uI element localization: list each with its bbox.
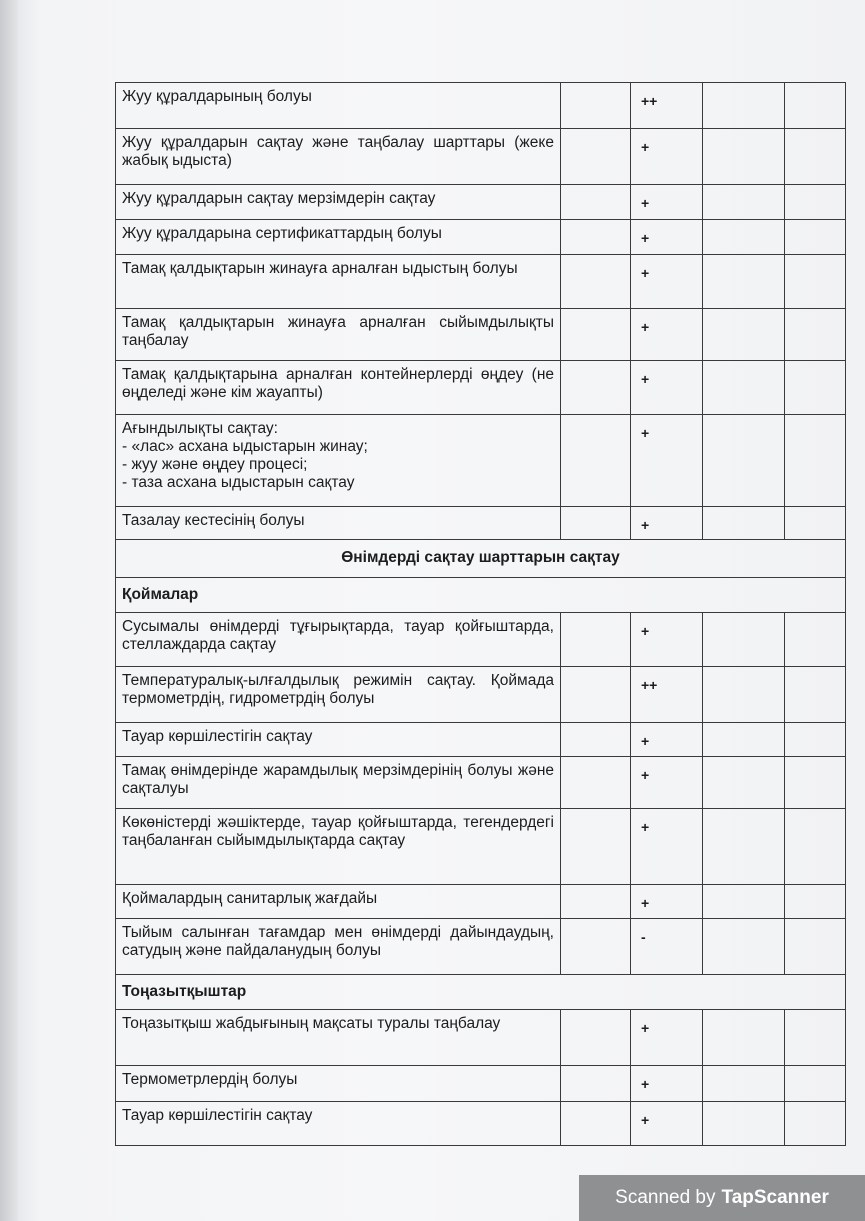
- empty-cell: [703, 667, 785, 723]
- criterion-cell: [116, 309, 561, 361]
- table-row: [116, 723, 846, 757]
- mark-cell: +: [631, 809, 703, 885]
- empty-cell: [561, 185, 631, 220]
- empty-cell: [561, 361, 631, 415]
- empty-cell: [785, 757, 846, 809]
- criterion-text: Тамақ қалдықтарына арналған контейнерлерді өңдеу (не өңделеді және кім жауапты): [122, 366, 554, 401]
- table-row: [116, 1066, 846, 1102]
- empty-cell: [561, 507, 631, 540]
- mark-cell: ++: [631, 83, 703, 129]
- empty-cell: [785, 885, 846, 919]
- table-row: [116, 415, 846, 507]
- mark-cell: +: [631, 885, 703, 919]
- empty-cell: [561, 309, 631, 361]
- criterion-text: Термометрлердің болуы: [122, 1071, 298, 1088]
- empty-cell: [785, 309, 846, 361]
- empty-cell: [703, 757, 785, 809]
- empty-cell: [703, 507, 785, 540]
- mark-cell: +: [631, 1102, 703, 1146]
- empty-cell: [703, 129, 785, 185]
- mark-cell: +: [631, 1010, 703, 1066]
- criterion-text: Ағындылықты сақтау:: [122, 420, 278, 437]
- table-row: [116, 507, 846, 540]
- empty-cell: [561, 415, 631, 507]
- criterion-text: Жуу құралдарын сақтау мерзімдерін сақтау: [122, 190, 436, 207]
- table-row: [116, 220, 846, 255]
- criterion-cell: [116, 83, 561, 129]
- empty-cell: [703, 220, 785, 255]
- empty-cell: [561, 809, 631, 885]
- watermark-prefix: Scanned by: [615, 1187, 716, 1208]
- criterion-cell: [116, 757, 561, 809]
- mark-cell: +: [631, 309, 703, 361]
- criterion-text: Тамақ қалдықтарын жинауға арналған сыйымдылықты таңбалау: [122, 314, 554, 349]
- mark-cell: +: [631, 255, 703, 309]
- empty-cell: [703, 185, 785, 220]
- criterion-cell: [116, 220, 561, 255]
- empty-cell: [785, 255, 846, 309]
- empty-cell: [561, 613, 631, 667]
- empty-cell: [703, 809, 785, 885]
- empty-cell: [561, 220, 631, 255]
- criterion-cell: [116, 255, 561, 309]
- scanner-watermark: [579, 1175, 865, 1221]
- mark-cell: -: [631, 919, 703, 975]
- empty-cell: [703, 83, 785, 129]
- criterion-text: Қоймалардың санитарлық жағдайы: [122, 890, 378, 907]
- criterion-text: Температуралық-ылғалдылық режимін сақтау. Қоймада термометрдің, гидрометрдің болуы: [122, 672, 554, 707]
- table-row: [116, 667, 846, 723]
- criterion-cell: [116, 415, 561, 507]
- empty-cell: [561, 1066, 631, 1102]
- criterion-text: - «лас» асхана ыдыстарын жинау;: [122, 438, 368, 455]
- empty-cell: [703, 255, 785, 309]
- checklist-table-container: [115, 82, 845, 1146]
- empty-cell: [785, 919, 846, 975]
- table-row: [116, 83, 846, 129]
- page-edge-shadow: [0, 0, 18, 1221]
- empty-cell: [785, 129, 846, 185]
- empty-cell: [561, 1010, 631, 1066]
- subsection-heading: Тоңазытқыштар: [116, 975, 846, 1010]
- criterion-text: Тазалау кестесінің болуы: [122, 512, 305, 529]
- criterion-cell: [116, 1066, 561, 1102]
- table-row: [116, 613, 846, 667]
- mark-cell: +: [631, 220, 703, 255]
- mark-cell: +: [631, 1066, 703, 1102]
- mark-cell: +: [631, 415, 703, 507]
- mark-cell: +: [631, 757, 703, 809]
- checklist-table: [115, 82, 846, 1146]
- subsection-row: [116, 975, 846, 1010]
- criterion-cell: [116, 613, 561, 667]
- criterion-cell: [116, 723, 561, 757]
- empty-cell: [785, 415, 846, 507]
- empty-cell: [785, 1066, 846, 1102]
- empty-cell: [703, 415, 785, 507]
- mark-cell: +: [631, 507, 703, 540]
- empty-cell: [703, 309, 785, 361]
- criterion-text: Жуу құралдарын сақтау және таңбалау шарттары (жеке жабық ыдыста): [122, 134, 554, 169]
- empty-cell: [703, 919, 785, 975]
- empty-cell: [785, 667, 846, 723]
- empty-cell: [785, 1010, 846, 1066]
- empty-cell: [561, 667, 631, 723]
- empty-cell: [785, 185, 846, 220]
- mark-cell: +: [631, 613, 703, 667]
- table-row: [116, 255, 846, 309]
- empty-cell: [561, 723, 631, 757]
- criterion-cell: [116, 667, 561, 723]
- criterion-cell: [116, 1102, 561, 1146]
- section-heading: Өнімдерді сақтау шарттарын сақтау: [116, 540, 846, 578]
- criterion-cell: [116, 361, 561, 415]
- table-row: [116, 885, 846, 919]
- criterion-cell: [116, 1010, 561, 1066]
- section-row: [116, 540, 846, 578]
- criterion-text: - жуу және өңдеу процесі;: [122, 456, 308, 473]
- mark-cell: +: [631, 185, 703, 220]
- empty-cell: [703, 885, 785, 919]
- empty-cell: [785, 1102, 846, 1146]
- mark-cell: ++: [631, 667, 703, 723]
- empty-cell: [561, 129, 631, 185]
- empty-cell: [785, 723, 846, 757]
- empty-cell: [561, 757, 631, 809]
- empty-cell: [561, 255, 631, 309]
- criterion-cell: [116, 185, 561, 220]
- criterion-text: Тоңазытқыш жабдығының мақсаты туралы таңбалау: [122, 1015, 501, 1032]
- table-row: [116, 1010, 846, 1066]
- table-row: [116, 919, 846, 975]
- criterion-text: Жуу құралдарының болуы: [122, 88, 312, 105]
- criterion-text: Жуу құралдарына сертификаттардың болуы: [122, 225, 442, 242]
- criterion-text: Тамақ өнімдерінде жарамдылық мерзімдерінің болуы және сақталуы: [122, 762, 554, 797]
- criterion-cell: [116, 919, 561, 975]
- criterion-cell: [116, 507, 561, 540]
- criterion-text: Тамақ қалдықтарын жинауға арналған ыдыстың болуы: [122, 260, 518, 277]
- empty-cell: [785, 613, 846, 667]
- empty-cell: [703, 1010, 785, 1066]
- empty-cell: [703, 1066, 785, 1102]
- watermark-brand: TapScanner: [721, 1187, 829, 1208]
- criterion-cell: [116, 809, 561, 885]
- table-row: [116, 757, 846, 809]
- mark-cell: +: [631, 129, 703, 185]
- empty-cell: [703, 613, 785, 667]
- criterion-text: Тыйым салынған тағамдар мен өнімдерді дайындаудың, сатудың және пайдаланудың болуы: [122, 924, 554, 959]
- empty-cell: [785, 809, 846, 885]
- empty-cell: [561, 1102, 631, 1146]
- criterion-text: - таза асхана ыдыстарын сақтау: [122, 474, 355, 491]
- criterion-text: Тауар көршілестігін сақтау: [122, 728, 313, 745]
- empty-cell: [703, 361, 785, 415]
- criterion-text: Сусымалы өнімдерді тұғырықтарда, тауар қойғыштарда, стеллаждарда сақтау: [122, 618, 554, 653]
- criterion-cell: [116, 129, 561, 185]
- criterion-text: Тауар көршілестігін сақтау: [122, 1107, 313, 1124]
- empty-cell: [561, 885, 631, 919]
- empty-cell: [785, 83, 846, 129]
- empty-cell: [785, 361, 846, 415]
- table-row: [116, 129, 846, 185]
- subsection-row: [116, 578, 846, 613]
- table-row: [116, 1102, 846, 1146]
- mark-cell: +: [631, 723, 703, 757]
- empty-cell: [785, 507, 846, 540]
- checklist-table-body: [116, 83, 846, 1146]
- subsection-heading: Қоймалар: [116, 578, 846, 613]
- criterion-text: Көкөністерді жәшіктерде, тауар қойғыштарда, тегендердегі таңбаланған сыйымдылықтарда сақтау: [122, 814, 554, 849]
- table-row: [116, 361, 846, 415]
- empty-cell: [561, 83, 631, 129]
- mark-cell: +: [631, 361, 703, 415]
- table-row: [116, 185, 846, 220]
- table-row: [116, 309, 846, 361]
- empty-cell: [703, 723, 785, 757]
- empty-cell: [703, 1102, 785, 1146]
- empty-cell: [785, 220, 846, 255]
- table-row: [116, 809, 846, 885]
- empty-cell: [561, 919, 631, 975]
- criterion-cell: [116, 885, 561, 919]
